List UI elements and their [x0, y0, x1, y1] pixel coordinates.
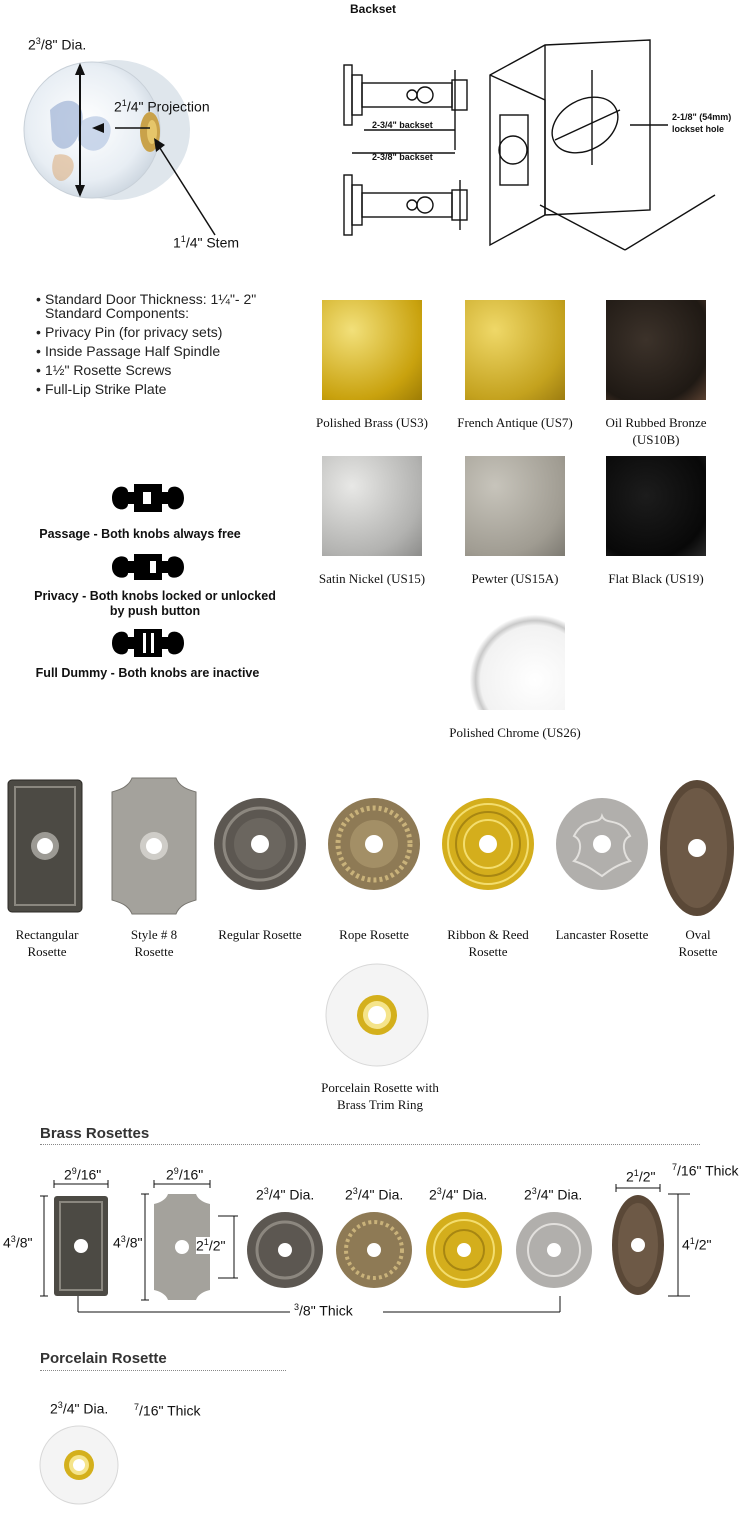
backset-title: Backset — [350, 2, 397, 16]
backset-diagram — [330, 15, 730, 265]
swatch-polished-brass — [322, 300, 422, 400]
porcelain-rosette-image — [324, 962, 430, 1068]
finish-label: Polished Chrome (US26) — [449, 725, 581, 740]
privacy-label-2: by push button — [109, 604, 201, 618]
rosette-label-2: Brass Trim Ring — [337, 1097, 423, 1112]
oval-width-label: $2^1/2$" — [626, 1168, 656, 1185]
rosette-label-2: Rosette — [134, 944, 174, 959]
swatch-polished-chrome — [465, 610, 565, 710]
rosette-label-2: Rosette — [468, 944, 508, 959]
swatch-pewter — [465, 456, 565, 556]
swatch-french-antique — [465, 300, 565, 400]
ribbon-reed-rosette-image — [440, 796, 536, 892]
passage-label: Passage - Both knobs always free — [39, 527, 241, 541]
rope-dia-label: $2^3/4$" Dia. — [345, 1186, 404, 1203]
rosette-label: Regular Rosette — [218, 927, 302, 942]
spec-item: Standard Components: — [45, 305, 189, 321]
finish-label: Pewter (US15A) — [471, 571, 559, 586]
finish-label: Polished Brass (US3) — [316, 415, 428, 430]
rosette-label-2: Rosette — [678, 944, 718, 959]
spec-item: • Privacy Pin (for privacy sets) — [36, 323, 306, 342]
privacy-icon — [110, 550, 185, 584]
swatch-satin-nickel — [322, 456, 422, 556]
regular-rosette-image — [212, 796, 308, 892]
backset-a-label: 2-3/4" backset — [372, 120, 433, 130]
brass-thick-label: $^3$/8" Thick — [294, 1302, 353, 1319]
lancaster-rosette-image — [554, 796, 650, 892]
backset-drawing — [330, 15, 730, 265]
hole-label-2: lockset hole — [672, 124, 725, 134]
porcelain-rosette-small-image — [38, 1424, 120, 1506]
style8-inner-label: $2^1/2$" — [196, 1237, 226, 1254]
spec-item: • Standard Door Thickness: 1¼"- 2" — [36, 290, 306, 309]
rect-height-label: $4^3/8$" — [3, 1234, 33, 1251]
divider — [40, 1144, 700, 1145]
oval-thick-label: $^7$/16" Thick — [672, 1162, 739, 1179]
spec-item: • Inside Passage Half Spindle — [36, 342, 306, 361]
style8-height-label: $4^3/8$" — [113, 1234, 143, 1251]
style8-rosette-image — [110, 776, 198, 916]
spec-item: • 1½" Rosette Screws — [36, 361, 306, 380]
rope-rosette-image — [326, 796, 422, 892]
specs-list — [36, 290, 306, 399]
finish-label-2: (US10B) — [632, 432, 680, 447]
privacy-label: Privacy - Both knobs locked or unlocked — [34, 589, 276, 603]
swatch-oil-rubbed-bronze — [606, 300, 706, 400]
rosette-label: Rectangular — [15, 927, 79, 942]
oval-rosette-image — [658, 778, 736, 918]
finish-label: Flat Black (US19) — [608, 571, 704, 586]
regular-dia-label: $2^3/4$" Dia. — [256, 1186, 315, 1203]
rectangular-rosette-image — [6, 778, 86, 916]
passage-icon — [110, 480, 185, 516]
finish-label: Satin Nickel (US15) — [318, 571, 426, 586]
knob-diagram — [20, 30, 260, 260]
lancaster-dia-label: $2^3/4$" Dia. — [524, 1186, 583, 1203]
spec-item: • Full-Lip Strike Plate — [36, 380, 306, 399]
rosette-label: Ribbon & Reed — [447, 927, 529, 942]
oval-height-label: $4^1/2$" — [682, 1236, 712, 1253]
porcelain-dia-label: $2^3/4$" Dia. — [50, 1400, 109, 1417]
knob-diameter-label: $2^3/8$" Dia. — [28, 36, 87, 53]
rosette-label: Porcelain Rosette with — [321, 1080, 439, 1095]
dummy-label: Full Dummy - Both knobs are inactive — [35, 666, 260, 680]
hole-label-1: 2-1/8" (54mm) — [672, 112, 732, 122]
rosette-label: Lancaster Rosette — [555, 927, 649, 942]
knob-projection-label: $2^1/4$" Projection — [114, 98, 210, 115]
rosette-label-2: Rosette — [27, 944, 67, 959]
finish-label: Oil Rubbed Bronze — [605, 415, 707, 430]
swatch-flat-black — [606, 456, 706, 556]
porcelain-thick-label: $^7$/16" Thick — [134, 1402, 201, 1419]
rosette-label: Oval — [685, 927, 711, 942]
porcelain-rosette-heading: Porcelain Rosette — [40, 1350, 167, 1367]
rect-width-label: $2^9/16$" — [64, 1166, 102, 1183]
rosette-label: Style # 8 — [130, 927, 178, 942]
backset-b-label: 2-3/8" backset — [372, 152, 433, 162]
knob-stem-label: $1^1/4$" Stem — [173, 234, 240, 251]
style8-width-label: $2^9/16$" — [166, 1166, 204, 1183]
brass-rosettes-heading: Brass Rosettes — [40, 1125, 150, 1142]
dummy-icon — [110, 625, 185, 661]
finish-label: French Antique (US7) — [457, 415, 573, 430]
divider — [40, 1370, 286, 1371]
knob-image — [20, 30, 260, 260]
rosette-label: Rope Rosette — [339, 927, 409, 942]
ribbon-dia-label: $2^3/4$" Dia. — [429, 1186, 488, 1203]
